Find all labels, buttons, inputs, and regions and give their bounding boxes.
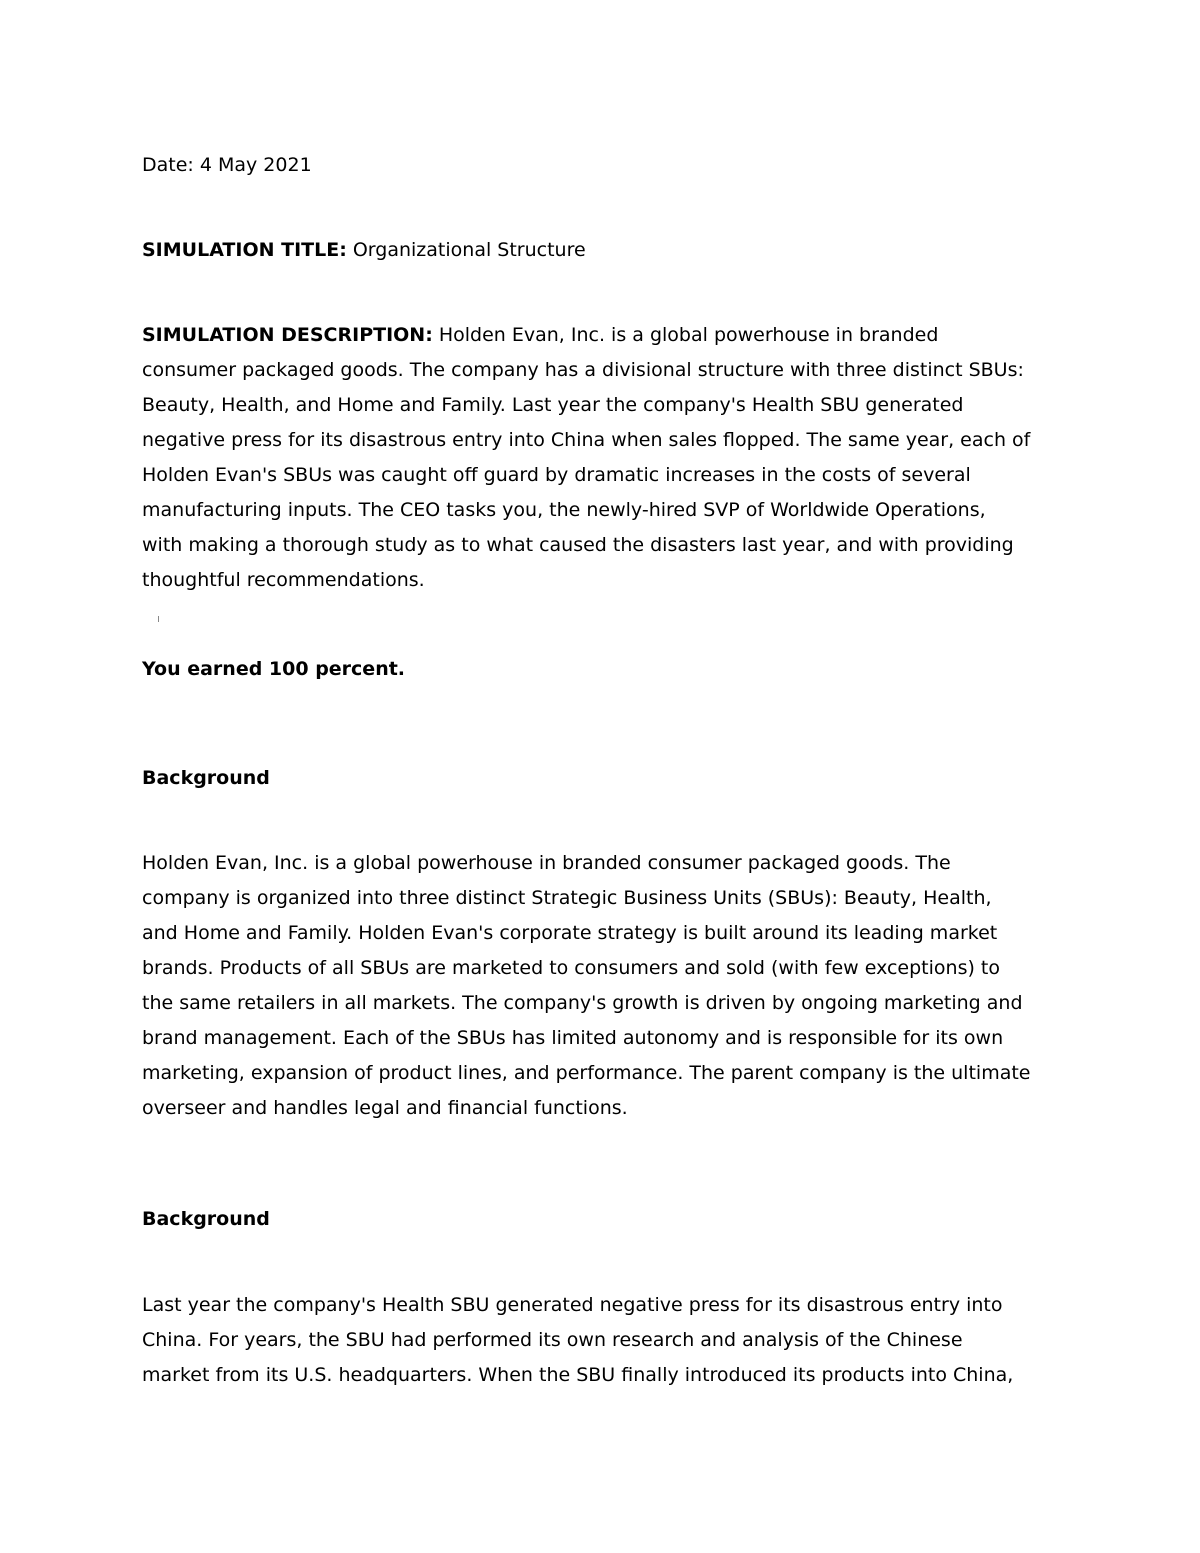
section-line: company is organized into three distinct Strategic Business Units (SBUs): Beauty, Health, — [142, 887, 992, 909]
simulation-description-line: with making a thorough study as to what caused the disasters last year, and with providing — [142, 534, 1014, 556]
section-line: market from its U.S. headquarters. When the SBU finally introduced its products into China, — [142, 1364, 1014, 1386]
simulation-description-line: Holden Evan's SBUs was caught off guard by dramatic increases in the costs of several — [142, 464, 971, 486]
stray-mark — [158, 616, 159, 622]
date-line: Date: 4 May 2021 — [142, 154, 312, 176]
simulation-title-label: SIMULATION TITLE: — [142, 239, 347, 261]
section-line: and Home and Family. Holden Evan's corporate strategy is built around its leading market — [142, 922, 998, 944]
section-line: brand management. Each of the SBUs has limited autonomy and is responsible for its own — [142, 1027, 1004, 1049]
section-line: Holden Evan, Inc. is a global powerhouse in branded consumer packaged goods. The — [142, 852, 951, 874]
section-body — [142, 846, 1062, 1126]
simulation-description-label: SIMULATION DESCRIPTION: — [142, 324, 433, 346]
section-line: the same retailers in all markets. The company's growth is driven by ongoing marketing and — [142, 992, 1023, 1014]
section-line: China. For years, the SBU had performed its own research and analysis of the Chinese — [142, 1329, 963, 1351]
simulation-description — [142, 318, 1062, 598]
section-body — [142, 1288, 1062, 1393]
section-line: overseer and handles legal and financial functions. — [142, 1097, 628, 1119]
section-line: brands. Products of all SBUs are marketed to consumers and sold (with few exceptions) to — [142, 957, 1000, 979]
simulation-title — [142, 233, 586, 268]
simulation-description-first-line: Holden Evan, Inc. is a global powerhouse in branded — [432, 324, 939, 346]
simulation-description-line — [142, 318, 1062, 353]
section-heading: Background — [142, 767, 270, 789]
section-heading: Background — [142, 1208, 270, 1230]
simulation-title-value: Organizational Structure — [346, 239, 586, 261]
simulation-description-line: manufacturing inputs. The CEO tasks you, the newly-hired SVP of Worldwide Operations, — [142, 499, 986, 521]
section-line: Last year the company's Health SBU generated negative press for its disastrous entry into — [142, 1294, 1003, 1316]
section-line: marketing, expansion of product lines, and performance. The parent company is the ultimate — [142, 1062, 1031, 1084]
score-line: You earned 100 percent. — [142, 658, 406, 680]
simulation-description-line: thoughtful recommendations. — [142, 569, 425, 591]
simulation-description-line: Beauty, Health, and Home and Family. Last year the company's Health SBU generated — [142, 394, 964, 416]
simulation-description-line: consumer packaged goods. The company has a divisional structure with three distinct SBUs: — [142, 359, 1024, 381]
simulation-description-line: negative press for its disastrous entry into China when sales flopped. The same year, each of — [142, 429, 1031, 451]
